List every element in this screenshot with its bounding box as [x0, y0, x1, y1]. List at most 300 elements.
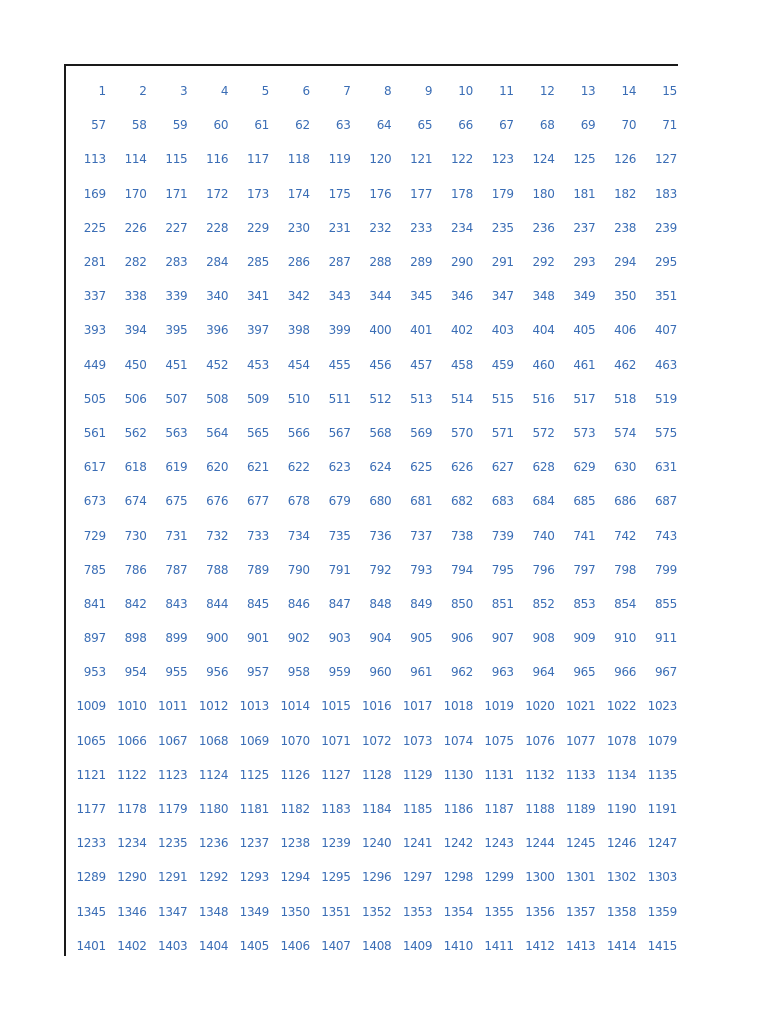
number-cell: 569	[410, 425, 433, 440]
number-cell: 1074	[443, 733, 473, 748]
number-cell: 117	[246, 152, 269, 167]
number-cell: 228	[206, 220, 229, 235]
number-cell: 122	[450, 152, 473, 167]
number-cell: 961	[410, 665, 433, 680]
number-cell: 346	[450, 289, 473, 304]
number-cell: 962	[450, 665, 473, 680]
number-cell: 1355	[484, 904, 514, 919]
number-cell: 169	[83, 186, 106, 201]
number-cell: 737	[410, 528, 433, 543]
number-cell: 1065	[76, 733, 106, 748]
number-cell: 1413	[566, 938, 596, 953]
number-cell: 64	[376, 118, 392, 133]
number-cell: 956	[206, 665, 229, 680]
number-cell: 676	[206, 494, 229, 509]
number-cell: 955	[165, 665, 188, 680]
number-cell: 505	[83, 391, 106, 406]
number-cell: 1298	[443, 870, 473, 885]
number-cell: 1130	[443, 767, 473, 782]
number-cell: 571	[491, 425, 514, 440]
number-cell: 740	[532, 528, 555, 543]
number-cell: 966	[614, 665, 637, 680]
number-cell: 682	[450, 494, 473, 509]
number-cell: 1359	[647, 904, 677, 919]
number-row	[66, 177, 678, 211]
number-cell: 1297	[402, 870, 433, 885]
number-cell: 684	[532, 494, 555, 509]
number-cell: 1247	[647, 836, 677, 851]
number-cell: 121	[410, 152, 433, 167]
number-cell: 395	[165, 323, 188, 338]
number-cell: 798	[614, 562, 637, 577]
number-cell: 227	[165, 220, 188, 235]
number-cell: 854	[614, 596, 637, 611]
number-row	[66, 553, 678, 587]
number-cell: 456	[369, 357, 392, 372]
number-cell: 736	[369, 528, 392, 543]
number-cell: 844	[206, 596, 229, 611]
number-cell: 173	[246, 186, 269, 201]
number-cell: 1014	[280, 699, 310, 714]
number-cell: 1303	[647, 870, 677, 885]
number-cell: 231	[328, 220, 351, 235]
number-cell: 1131	[484, 767, 514, 782]
number-cell: 451	[165, 357, 188, 372]
number-cell: 1233	[76, 836, 106, 851]
number-cell: 1405	[239, 938, 269, 953]
number-cell: 685	[573, 494, 596, 509]
number-cell: 1348	[198, 904, 229, 919]
number-cell: 229	[246, 220, 269, 235]
number-row	[66, 245, 678, 279]
number-row	[66, 450, 678, 484]
number-cell: 233	[410, 220, 433, 235]
number-cell: 1018	[443, 699, 473, 714]
number-cell: 1129	[402, 767, 433, 782]
number-cell: 1182	[280, 802, 310, 817]
number-cell: 393	[83, 323, 106, 338]
number-cell: 350	[614, 289, 637, 304]
number-cell: 575	[654, 425, 677, 440]
number-cell: 900	[206, 631, 229, 646]
number-cell: 629	[573, 460, 596, 475]
number-cell: 1411	[484, 938, 514, 953]
number-row	[66, 826, 678, 860]
number-cell: 344	[369, 289, 392, 304]
number-cell: 1019	[484, 699, 514, 714]
number-cell: 902	[287, 631, 310, 646]
number-cell: 291	[491, 255, 514, 270]
number-cell: 397	[246, 323, 269, 338]
number-cell: 1191	[647, 802, 677, 817]
number-row	[66, 108, 678, 142]
number-cell: 799	[654, 562, 677, 577]
number-cell: 963	[491, 665, 514, 680]
number-cell: 1	[98, 84, 106, 99]
number-cell: 673	[83, 494, 106, 509]
number-cell: 687	[654, 494, 677, 509]
number-cell: 625	[410, 460, 433, 475]
number-cell: 62	[295, 118, 310, 133]
number-cell: 574	[614, 425, 637, 440]
number-cell: 404	[532, 323, 555, 338]
number-cell: 1179	[158, 802, 188, 817]
number-cell: 459	[491, 357, 514, 372]
number-cell: 561	[83, 425, 106, 440]
number-cell: 401	[410, 323, 433, 338]
number-cell: 1177	[76, 802, 106, 817]
number-cell: 337	[83, 289, 106, 304]
number-cell: 462	[614, 357, 637, 372]
number-cell: 564	[206, 425, 229, 440]
number-cell: 1404	[198, 938, 229, 953]
number-cell: 1121	[76, 767, 106, 782]
number-cell: 843	[165, 596, 188, 611]
number-cell: 287	[328, 255, 351, 270]
number-cell: 513	[410, 391, 433, 406]
number-row	[66, 382, 678, 416]
number-cell: 290	[450, 255, 473, 270]
number-cell: 396	[206, 323, 229, 338]
number-cell: 965	[573, 665, 596, 680]
number-cell: 238	[614, 220, 637, 235]
number-cell: 126	[614, 152, 637, 167]
number-cell: 345	[410, 289, 433, 304]
number-cell: 285	[246, 255, 269, 270]
number-cell: 519	[654, 391, 677, 406]
number-cell: 619	[165, 460, 188, 475]
number-cell: 1414	[606, 938, 637, 953]
number-cell: 910	[614, 631, 637, 646]
number-cell: 71	[662, 118, 677, 133]
number-row	[66, 416, 678, 450]
number-cell: 1289	[76, 870, 106, 885]
number-cell: 954	[124, 665, 147, 680]
number-cell: 624	[369, 460, 392, 475]
number-cell: 729	[83, 528, 106, 543]
number-grid	[66, 74, 678, 963]
number-cell: 171	[165, 186, 188, 201]
number-cell: 847	[328, 596, 351, 611]
number-cell: 517	[573, 391, 596, 406]
number-cell: 347	[491, 289, 514, 304]
number-cell: 1133	[566, 767, 596, 782]
number-cell: 460	[532, 357, 555, 372]
number-cell: 901	[246, 631, 269, 646]
number-cell: 1296	[362, 870, 392, 885]
number-cell: 1302	[606, 870, 637, 885]
number-cell: 1013	[239, 699, 269, 714]
number-cell: 1240	[362, 836, 392, 851]
number-cell: 4	[220, 84, 229, 99]
number-cell: 294	[614, 255, 637, 270]
number-cell: 67	[499, 118, 514, 133]
number-cell: 119	[328, 152, 351, 167]
number-cell: 515	[491, 391, 514, 406]
number-cell: 282	[124, 255, 147, 270]
number-cell: 1127	[321, 767, 351, 782]
number-cell: 340	[206, 289, 229, 304]
number-cell: 1186	[443, 802, 473, 817]
number-cell: 234	[450, 220, 473, 235]
number-cell: 348	[532, 289, 555, 304]
number-cell: 1190	[606, 802, 637, 817]
number-cell: 852	[532, 596, 555, 611]
number-cell: 785	[83, 562, 106, 577]
number-cell: 1076	[525, 733, 555, 748]
number-cell: 793	[410, 562, 433, 577]
number-cell: 1009	[76, 699, 106, 714]
number-cell: 1123	[158, 767, 188, 782]
number-cell: 179	[491, 186, 514, 201]
number-cell: 405	[573, 323, 596, 338]
number-cell: 853	[573, 596, 596, 611]
number-cell: 1295	[321, 870, 351, 885]
number-cell: 1022	[606, 699, 637, 714]
number-cell: 848	[369, 596, 392, 611]
number-cell: 735	[328, 528, 351, 543]
number-cell: 630	[614, 460, 637, 475]
number-cell: 63	[335, 118, 351, 133]
number-cell: 1354	[443, 904, 473, 919]
number-cell: 675	[165, 494, 188, 509]
number-cell: 621	[246, 460, 269, 475]
number-cell: 461	[573, 357, 596, 372]
number-cell: 1072	[362, 733, 392, 748]
number-cell: 842	[124, 596, 147, 611]
number-cell: 1183	[321, 802, 351, 817]
number-cell: 457	[410, 357, 433, 372]
number-cell: 1406	[280, 938, 310, 953]
number-cell: 899	[165, 631, 188, 646]
number-cell: 180	[532, 186, 555, 201]
number-cell: 1023	[647, 699, 677, 714]
number-cell: 65	[417, 118, 433, 133]
number-cell: 1124	[198, 767, 229, 782]
number-cell: 181	[573, 186, 596, 201]
number-cell: 851	[491, 596, 514, 611]
number-cell: 6	[302, 84, 310, 99]
number-row	[66, 758, 678, 792]
number-cell: 12	[539, 84, 555, 99]
number-cell: 66	[458, 118, 473, 133]
number-cell: 964	[532, 665, 555, 680]
number-cell: 1122	[117, 767, 147, 782]
number-cell: 790	[287, 562, 310, 577]
number-cell: 174	[287, 186, 310, 201]
number-cell: 1071	[321, 733, 351, 748]
number-cell: 508	[206, 391, 229, 406]
number-cell: 61	[254, 118, 269, 133]
number-cell: 1347	[158, 904, 188, 919]
number-cell: 338	[124, 289, 147, 304]
number-cell: 295	[654, 255, 677, 270]
number-cell: 1189	[566, 802, 596, 817]
number-cell: 1242	[443, 836, 473, 851]
number-cell: 3	[180, 84, 188, 99]
number-cell: 68	[539, 118, 555, 133]
number-cell: 1011	[158, 699, 188, 714]
number-cell: 1010	[117, 699, 147, 714]
number-cell: 1135	[647, 767, 677, 782]
number-row	[66, 313, 678, 347]
number-cell: 1012	[198, 699, 229, 714]
number-cell: 1073	[402, 733, 433, 748]
number-cell: 959	[328, 665, 351, 680]
number-cell: 9	[424, 84, 433, 99]
number-cell: 237	[573, 220, 596, 235]
number-cell: 905	[410, 631, 433, 646]
number-cell: 743	[654, 528, 677, 543]
number-cell: 788	[206, 562, 229, 577]
number-row	[66, 484, 678, 518]
number-cell: 795	[491, 562, 514, 577]
number-cell: 1068	[198, 733, 229, 748]
number-cell: 449	[83, 357, 106, 372]
number-cell: 1017	[402, 699, 433, 714]
number-cell: 458	[450, 357, 473, 372]
number-row	[66, 211, 678, 245]
number-cell: 1234	[117, 836, 147, 851]
number-cell: 568	[369, 425, 392, 440]
number-cell: 118	[287, 152, 310, 167]
number-cell: 1292	[198, 870, 229, 885]
number-cell: 1299	[484, 870, 514, 885]
number-cell: 1357	[566, 904, 596, 919]
number-cell: 226	[124, 220, 147, 235]
number-cell: 1021	[566, 699, 596, 714]
number-cell: 402	[450, 323, 473, 338]
number-cell: 1075	[484, 733, 514, 748]
number-cell: 8	[384, 84, 392, 99]
number-cell: 232	[369, 220, 392, 235]
number-cell: 1079	[647, 733, 677, 748]
number-cell: 510	[287, 391, 310, 406]
number-cell: 677	[246, 494, 269, 509]
number-cell: 1066	[117, 733, 147, 748]
number-cell: 1352	[362, 904, 392, 919]
number-cell: 69	[580, 118, 596, 133]
number-cell: 1408	[362, 938, 392, 953]
number-cell: 1358	[606, 904, 637, 919]
number-cell: 225	[83, 220, 106, 235]
number-cell: 70	[621, 118, 637, 133]
number-cell: 1403	[158, 938, 188, 953]
number-cell: 1184	[362, 802, 392, 817]
number-cell: 792	[369, 562, 392, 577]
number-cell: 904	[369, 631, 392, 646]
number-cell: 957	[246, 665, 269, 680]
number-cell: 1239	[321, 836, 351, 851]
number-row	[66, 724, 678, 758]
number-cell: 681	[410, 494, 433, 509]
number-cell: 741	[573, 528, 596, 543]
number-cell: 1070	[280, 733, 310, 748]
number-row	[66, 279, 678, 313]
number-cell: 1128	[362, 767, 392, 782]
number-cell: 1236	[198, 836, 229, 851]
number-cell: 514	[450, 391, 473, 406]
number-row	[66, 621, 678, 655]
number-cell: 5	[261, 84, 269, 99]
number-cell: 289	[410, 255, 433, 270]
number-cell: 177	[410, 186, 433, 201]
number-cell: 1407	[321, 938, 351, 953]
number-cell: 572	[532, 425, 555, 440]
number-cell: 1132	[525, 767, 555, 782]
number-cell: 1412	[525, 938, 555, 953]
number-cell: 563	[165, 425, 188, 440]
number-cell: 182	[614, 186, 637, 201]
number-cell: 1346	[117, 904, 147, 919]
number-cell: 15	[662, 84, 677, 99]
number-cell: 115	[165, 152, 188, 167]
number-cell: 1294	[280, 870, 310, 885]
number-cell: 1188	[525, 802, 555, 817]
number-cell: 284	[206, 255, 229, 270]
number-cell: 281	[83, 255, 106, 270]
number-cell: 400	[369, 323, 392, 338]
number-cell: 1415	[647, 938, 677, 953]
number-cell: 60	[213, 118, 229, 133]
number-cell: 562	[124, 425, 147, 440]
number-cell: 897	[83, 631, 106, 646]
number-cell: 731	[165, 528, 188, 543]
number-cell: 570	[450, 425, 473, 440]
number-cell: 907	[491, 631, 514, 646]
number-cell: 618	[124, 460, 147, 475]
number-cell: 512	[369, 391, 392, 406]
number-cell: 127	[654, 152, 677, 167]
number-cell: 1181	[239, 802, 269, 817]
number-cell: 794	[450, 562, 473, 577]
number-cell: 120	[369, 152, 392, 167]
number-cell: 286	[287, 255, 310, 270]
number-cell: 797	[573, 562, 596, 577]
number-cell: 1016	[362, 699, 392, 714]
number-cell: 1246	[606, 836, 637, 851]
number-cell: 288	[369, 255, 392, 270]
number-cell: 175	[328, 186, 351, 201]
number-cell: 283	[165, 255, 188, 270]
number-cell: 511	[328, 391, 351, 406]
number-cell: 1401	[76, 938, 106, 953]
number-cell: 679	[328, 494, 351, 509]
number-cell: 953	[83, 665, 106, 680]
number-cell: 1243	[484, 836, 514, 851]
number-cell: 1356	[525, 904, 555, 919]
number-cell: 239	[654, 220, 677, 235]
number-cell: 398	[287, 323, 310, 338]
number-cell: 958	[287, 665, 310, 680]
number-cell: 1351	[321, 904, 351, 919]
number-cell: 454	[287, 357, 310, 372]
number-cell: 845	[246, 596, 269, 611]
number-row	[66, 587, 678, 621]
number-cell: 58	[131, 118, 147, 133]
number-cell: 1291	[158, 870, 188, 885]
number-cell: 235	[491, 220, 514, 235]
number-cell: 1402	[117, 938, 147, 953]
number-cell: 453	[246, 357, 269, 372]
number-cell: 1241	[402, 836, 433, 851]
number-cell: 516	[532, 391, 555, 406]
number-cell: 908	[532, 631, 555, 646]
number-row	[66, 142, 678, 176]
number-cell: 841	[83, 596, 106, 611]
number-cell: 566	[287, 425, 310, 440]
number-cell: 57	[91, 118, 106, 133]
